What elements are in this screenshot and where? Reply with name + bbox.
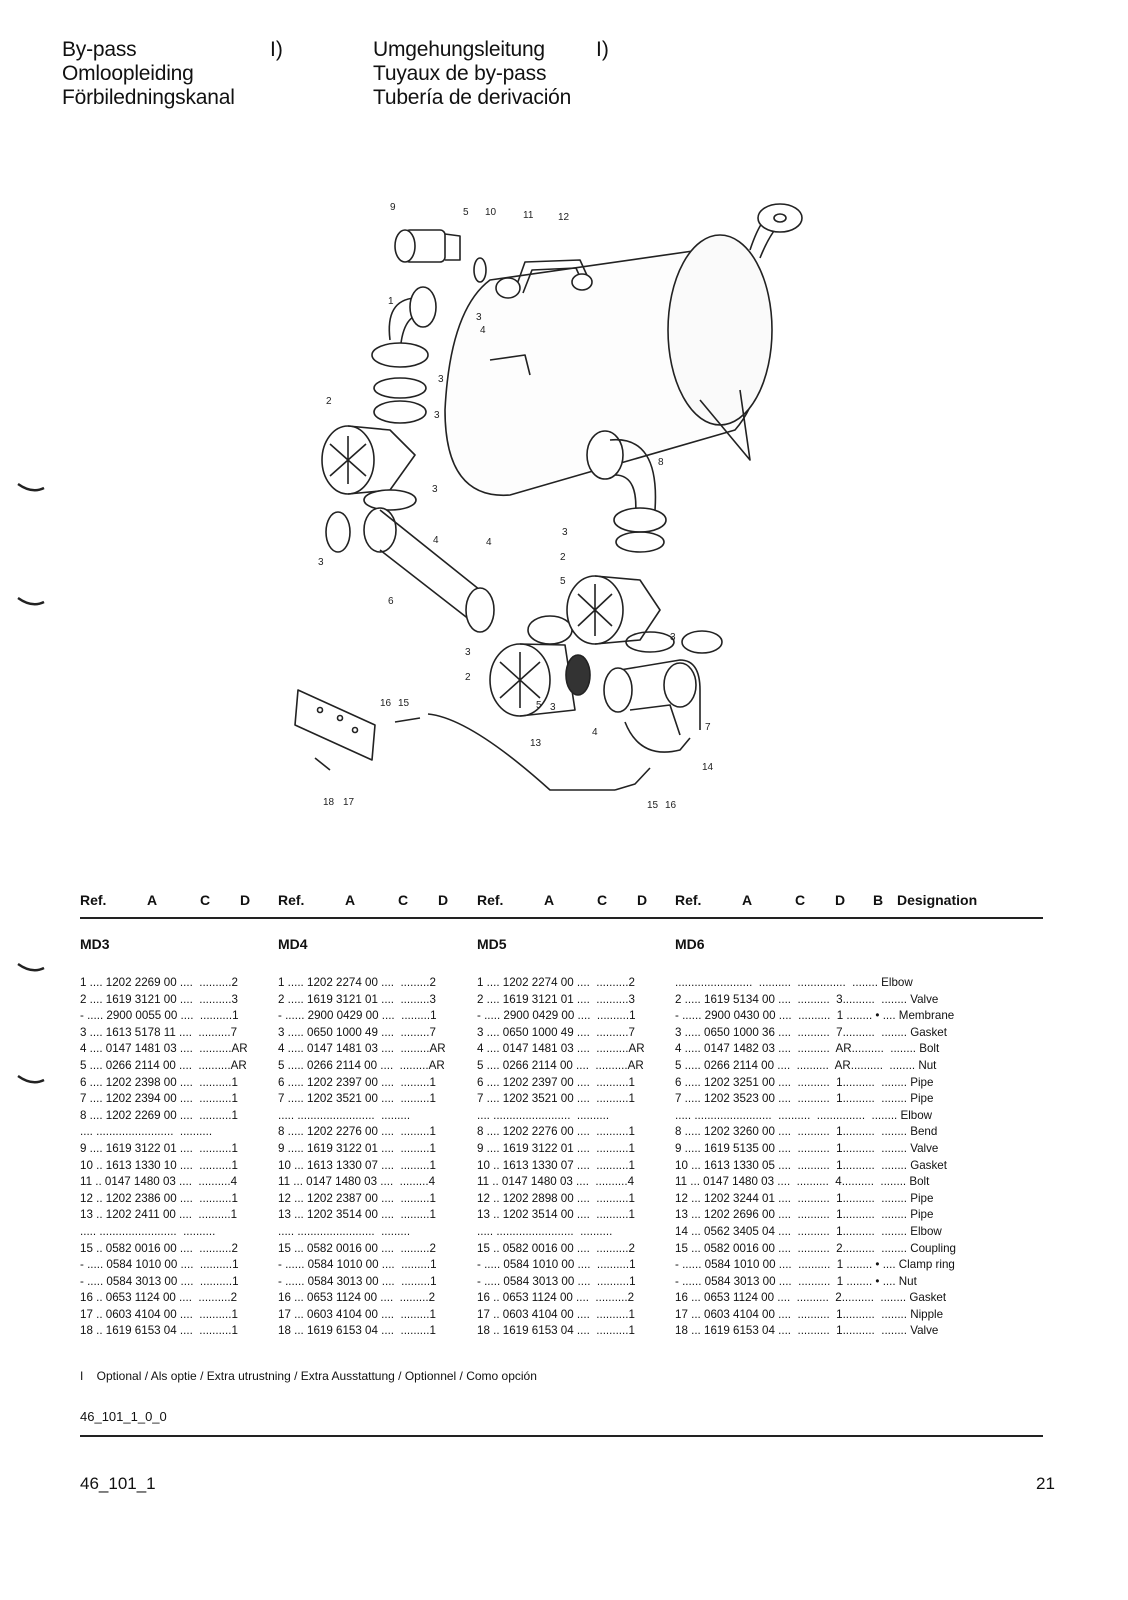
parts-row: - ..... 2900 0429 00 .... ..........1 xyxy=(477,1009,636,1023)
parts-row: - ...... 2900 0430 00 .... .......... 1 ........ • .... Membrane xyxy=(675,1009,955,1023)
header-ref: Ref. xyxy=(675,892,702,908)
parts-list-md6 xyxy=(675,975,956,1340)
parts-list-md3 xyxy=(80,975,248,1340)
header-md3 xyxy=(80,892,251,908)
parts-row: - ...... 0584 3013 00 .... .......... 1 ........ • .... Nut xyxy=(675,1274,917,1288)
parts-row: 13 ... 1202 3514 00 .... .........1 xyxy=(278,1208,436,1222)
parts-row: 8 .... 1202 2276 00 .... ..........1 xyxy=(477,1125,635,1139)
svg-text:5: 5 xyxy=(536,700,542,711)
document-code: 46_101_1_0_0 xyxy=(80,1409,167,1424)
parts-row: 16 .. 0653 1124 00 .... ..........2 xyxy=(477,1291,635,1305)
svg-text:7: 7 xyxy=(705,722,711,733)
parts-row: 17 .. 0603 4104 00 .... ..........1 xyxy=(477,1307,635,1321)
parts-row: 11 .. 0147 1480 03 .... ..........4 xyxy=(477,1175,635,1189)
svg-text:3: 3 xyxy=(432,484,438,495)
gauge-panel xyxy=(295,690,375,760)
svg-text:4: 4 xyxy=(592,727,598,738)
parts-row: 10 ... 1613 1330 05 .... .......... 1.......... ........ Gasket xyxy=(675,1158,947,1172)
parts-row: 3 ..... 0650 1000 36 .... .......... 7.......... ........ Gasket xyxy=(675,1025,947,1039)
parts-row: 1 .... 1202 2274 00 .... ..........2 xyxy=(477,976,635,989)
parts-row: 6 ..... 1202 3251 00 .... .......... 1.......... ........ Pipe xyxy=(675,1075,934,1089)
parts-row: 6 .... 1202 2397 00 .... ..........1 xyxy=(477,1075,635,1089)
parts-row: 17 .. 0603 4104 00 .... ..........1 xyxy=(80,1307,238,1321)
parts-row: 2 .... 1619 3121 01 .... ..........3 xyxy=(477,992,635,1006)
parts-row: 12 ... 1202 3244 01 .... .......... 1.......... ........ Pipe xyxy=(675,1191,934,1205)
vessel-end-cap xyxy=(668,235,772,425)
parts-row: - ...... 0584 1010 00 .... .......... 1 ........ • .... Clamp ring xyxy=(675,1258,955,1272)
parts-row: 6 .... 1202 2398 00 .... ..........1 xyxy=(80,1075,238,1089)
parts-row: 7 .... 1202 2394 00 .... ..........1 xyxy=(80,1092,238,1106)
page-code: 46_101_1 xyxy=(80,1474,156,1493)
svg-text:3: 3 xyxy=(670,632,676,643)
parts-row: 8 ..... 1202 2276 00 .... .........1 xyxy=(278,1125,436,1139)
parts-row: 4 ..... 0147 1481 03 .... .........AR xyxy=(278,1042,446,1056)
parts-row: 13 ... 1202 2696 00 .... .......... 1.......... ........ Pipe xyxy=(675,1208,934,1222)
parts-row: ..... ........................ .......... ............... ........ Elbow xyxy=(675,1108,933,1122)
parts-row: 4 ..... 0147 1482 03 .... .......... AR.......... ........ Bolt xyxy=(675,1042,940,1056)
header-a: A xyxy=(742,892,753,908)
svg-text:1: 1 xyxy=(388,296,394,307)
title-left-line-1: By-pass xyxy=(62,38,137,61)
parts-row: 15 .. 0582 0016 00 .... ..........2 xyxy=(80,1241,238,1255)
parts-row: 18 ... 1619 6153 04 .... .......... 1.......... ........ Valve xyxy=(675,1324,939,1338)
svg-text:8: 8 xyxy=(658,457,664,468)
svg-text:3: 3 xyxy=(476,312,482,323)
svg-text:3: 3 xyxy=(562,527,568,538)
parts-row: 13 .. 1202 3514 00 .... ..........1 xyxy=(477,1208,635,1222)
margin-marks xyxy=(10,470,50,1100)
parts-row: - ...... 2900 0429 00 .... .........1 xyxy=(278,1009,437,1023)
parts-list-md4 xyxy=(278,975,446,1340)
parts-row: 13 .. 1202 2411 00 .... ..........1 xyxy=(80,1208,238,1222)
title-right-line-1: Umgehungsleitung xyxy=(373,38,545,61)
parts-row: 15 .. 0582 0016 00 .... ..........2 xyxy=(477,1241,635,1255)
parts-row: - ...... 0584 1010 00 .... .........1 xyxy=(278,1258,437,1272)
header-d: D xyxy=(438,892,449,908)
title-left xyxy=(62,38,235,110)
parts-row: - ..... 0584 3013 00 .... ..........1 xyxy=(80,1274,239,1288)
svg-text:9: 9 xyxy=(390,202,396,213)
footer-rule xyxy=(80,1435,1043,1437)
parts-row: ..... ........................ .......... xyxy=(477,1224,613,1238)
model-md5: MD5 xyxy=(477,936,507,952)
header-designation: Designation xyxy=(897,892,978,908)
parts-row: - ...... 0584 3013 00 .... .........1 xyxy=(278,1274,437,1288)
svg-text:4: 4 xyxy=(433,535,439,546)
parts-row: 9 ..... 1619 5135 00 .... .......... 1.......... ........ Valve xyxy=(675,1141,939,1155)
parts-row: 10 .. 1613 1330 07 .... ..........1 xyxy=(477,1158,635,1172)
title-right-line-3: Tubería de derivación xyxy=(373,86,572,109)
header-d: D xyxy=(835,892,846,908)
header-ref: Ref. xyxy=(278,892,305,908)
header-a: A xyxy=(544,892,555,908)
header-md6 xyxy=(675,892,978,908)
model-md4: MD4 xyxy=(278,936,308,952)
parts-row: 14 ... 0562 3405 04 .... .......... 1.......... ........ Elbow xyxy=(675,1224,942,1238)
parts-row: 15 ... 0582 0016 00 .... .........2 xyxy=(278,1241,436,1255)
svg-text:12: 12 xyxy=(558,212,570,223)
model-md3: MD3 xyxy=(80,936,110,952)
svg-text:15: 15 xyxy=(398,698,410,709)
optional-footnote: I Optional / Als optie / Extra utrustning / Extra Ausstattung / Optionnel / Como opción xyxy=(80,1369,537,1383)
parts-row: 11 ... 0147 1480 03 .... .........4 xyxy=(278,1175,436,1189)
svg-text:18: 18 xyxy=(323,797,335,808)
parts-row: 18 .. 1619 6153 04 .... ..........1 xyxy=(80,1324,238,1338)
svg-text:3: 3 xyxy=(550,702,556,713)
parts-row: 2 .... 1619 3121 00 .... ..........3 xyxy=(80,992,238,1006)
parts-row: 7 .... 1202 3521 00 .... ..........1 xyxy=(477,1092,635,1106)
parts-row: ..... ........................ ......... xyxy=(278,1108,411,1122)
parts-row: ........................ .......... ............... ........ Elbow xyxy=(675,976,913,989)
parts-row: 8 .... 1202 2269 00 .... ..........1 xyxy=(80,1108,238,1122)
header-rule xyxy=(80,917,1043,919)
parts-row: .... ........................ .......... xyxy=(477,1108,610,1122)
header-md5 xyxy=(477,892,648,908)
svg-text:16: 16 xyxy=(380,698,392,709)
svg-text:3: 3 xyxy=(434,410,440,421)
parts-row: 15 ... 0582 0016 00 .... .......... 2.......... ........ Coupling xyxy=(675,1241,956,1255)
page-number: 21 xyxy=(1036,1474,1055,1493)
header-c: C xyxy=(597,892,608,908)
svg-text:5: 5 xyxy=(560,576,566,587)
optional-mark-left: I) xyxy=(270,38,283,61)
svg-text:17: 17 xyxy=(343,797,355,808)
svg-text:4: 4 xyxy=(486,537,492,548)
parts-row: 1 ..... 1202 2274 00 .... .........2 xyxy=(278,976,436,989)
parts-row: 11 ... 0147 1480 03 .... .......... 4.......... ........ Bolt xyxy=(675,1175,930,1189)
header-md4 xyxy=(278,892,449,908)
parts-row: 3 .... 1613 5178 11 .... ..........7 xyxy=(80,1025,238,1039)
parts-row: 6 ..... 1202 2397 00 .... .........1 xyxy=(278,1075,436,1089)
parts-row: 2 ..... 1619 3121 01 .... .........3 xyxy=(278,992,436,1006)
exploded-view-diagram xyxy=(280,190,840,830)
parts-row: 3 .... 0650 1000 49 .... ..........7 xyxy=(477,1025,635,1039)
parts-row: 1 .... 1202 2269 00 .... ..........2 xyxy=(80,976,238,989)
parts-row: 9 .... 1619 3122 01 .... ..........1 xyxy=(477,1141,635,1155)
parts-row: .... ........................ .......... xyxy=(80,1125,213,1139)
parts-row: 12 ... 1202 2387 00 .... .........1 xyxy=(278,1191,436,1205)
parts-row: 5 .... 0266 2114 00 .... ..........AR xyxy=(80,1058,247,1072)
title-left-line-3: Förbiledningskanal xyxy=(62,86,235,109)
header-ref: Ref. xyxy=(477,892,504,908)
parts-row: 9 ..... 1619 3122 01 .... .........1 xyxy=(278,1141,436,1155)
svg-text:14: 14 xyxy=(702,762,714,773)
parts-row: 10 .. 1613 1330 10 .... ..........1 xyxy=(80,1158,238,1172)
parts-row: 8 ..... 1202 3260 00 .... .......... 1.......... ........ Bend xyxy=(675,1125,938,1139)
parts-row: 5 .... 0266 2114 00 .... ..........AR xyxy=(477,1058,644,1072)
title-right-line-2: Tuyaux de by-pass xyxy=(373,62,547,85)
parts-row: 11 .. 0147 1480 03 .... ..........4 xyxy=(80,1175,238,1189)
svg-text:5: 5 xyxy=(463,207,469,218)
svg-text:13: 13 xyxy=(530,738,542,749)
svg-text:3: 3 xyxy=(465,647,471,658)
header-a: A xyxy=(147,892,158,908)
optional-mark-right: I) xyxy=(596,38,609,61)
parts-row: ..... ........................ ......... xyxy=(278,1224,411,1238)
parts-row: 3 ..... 0650 1000 49 .... .........7 xyxy=(278,1025,436,1039)
model-md6: MD6 xyxy=(675,936,705,952)
header-a: A xyxy=(345,892,356,908)
header-ref: Ref. xyxy=(80,892,107,908)
pipe-13 xyxy=(428,714,615,790)
parts-row: 5 ..... 0266 2114 00 .... .........AR xyxy=(278,1058,445,1072)
parts-row: - ..... 0584 1010 00 .... ..........1 xyxy=(80,1258,239,1272)
svg-text:16: 16 xyxy=(665,800,677,811)
parts-row: 9 .... 1619 3122 01 .... ..........1 xyxy=(80,1141,238,1155)
svg-text:3: 3 xyxy=(318,557,324,568)
parts-list-md5 xyxy=(477,975,645,1340)
parts-row: ..... ........................ .......... xyxy=(80,1224,216,1238)
svg-text:2: 2 xyxy=(326,396,332,407)
parts-row: 12 .. 1202 2898 00 .... ..........1 xyxy=(477,1191,635,1205)
parts-row: 17 ... 0603 4104 00 .... .........1 xyxy=(278,1307,436,1321)
parts-row: 16 .. 0653 1124 00 .... ..........2 xyxy=(80,1291,238,1305)
svg-text:15: 15 xyxy=(647,800,659,811)
parts-row: 16 ... 0653 1124 00 .... .........2 xyxy=(278,1291,436,1305)
parts-row: 5 ..... 0266 2114 00 .... .......... AR.......... ........ Nut xyxy=(675,1058,937,1072)
parts-row: 7 ..... 1202 3523 00 .... .......... 1.......... ........ Pipe xyxy=(675,1092,934,1106)
parts-row: - ..... 2900 0055 00 .... ..........1 xyxy=(80,1009,239,1023)
parts-row: 18 .. 1619 6153 04 .... ..........1 xyxy=(477,1324,635,1338)
parts-row: 17 ... 0603 4104 00 .... .......... 1.......... ........ Nipple xyxy=(675,1307,944,1321)
header-d: D xyxy=(240,892,251,908)
parts-row: 4 .... 0147 1481 03 .... ..........AR xyxy=(477,1042,645,1056)
svg-text:6: 6 xyxy=(388,596,394,607)
title-right xyxy=(373,38,571,110)
parts-row: 4 .... 0147 1481 03 .... ..........AR xyxy=(80,1042,248,1056)
parts-row: - ..... 0584 1010 00 .... ..........1 xyxy=(477,1258,636,1272)
parts-row: - ..... 0584 3013 00 .... ..........1 xyxy=(477,1274,636,1288)
parts-row: 18 ... 1619 6153 04 .... .........1 xyxy=(278,1324,436,1338)
svg-text:11: 11 xyxy=(523,210,534,221)
header-b: B xyxy=(873,892,884,908)
header-c: C xyxy=(795,892,806,908)
top-outlet-flange xyxy=(758,204,802,232)
parts-row: 7 ..... 1202 3521 00 .... .........1 xyxy=(278,1092,436,1106)
parts-row: 12 .. 1202 2386 00 .... ..........1 xyxy=(80,1191,238,1205)
header-d: D xyxy=(637,892,648,908)
svg-text:10: 10 xyxy=(485,207,497,218)
header-c: C xyxy=(200,892,211,908)
parts-row: 2 ..... 1619 5134 00 .... .......... 3.......... ........ Valve xyxy=(675,992,939,1006)
svg-text:2: 2 xyxy=(560,552,566,563)
header-c: C xyxy=(398,892,409,908)
title-left-line-2: Omloopleiding xyxy=(62,62,194,85)
svg-text:3: 3 xyxy=(438,374,444,385)
svg-text:4: 4 xyxy=(480,325,486,336)
svg-text:2: 2 xyxy=(465,672,471,683)
parts-row: 16 ... 0653 1124 00 .... .......... 2.......... ........ Gasket xyxy=(675,1291,947,1305)
parts-row: 10 ... 1613 1330 07 .... .........1 xyxy=(278,1158,436,1172)
